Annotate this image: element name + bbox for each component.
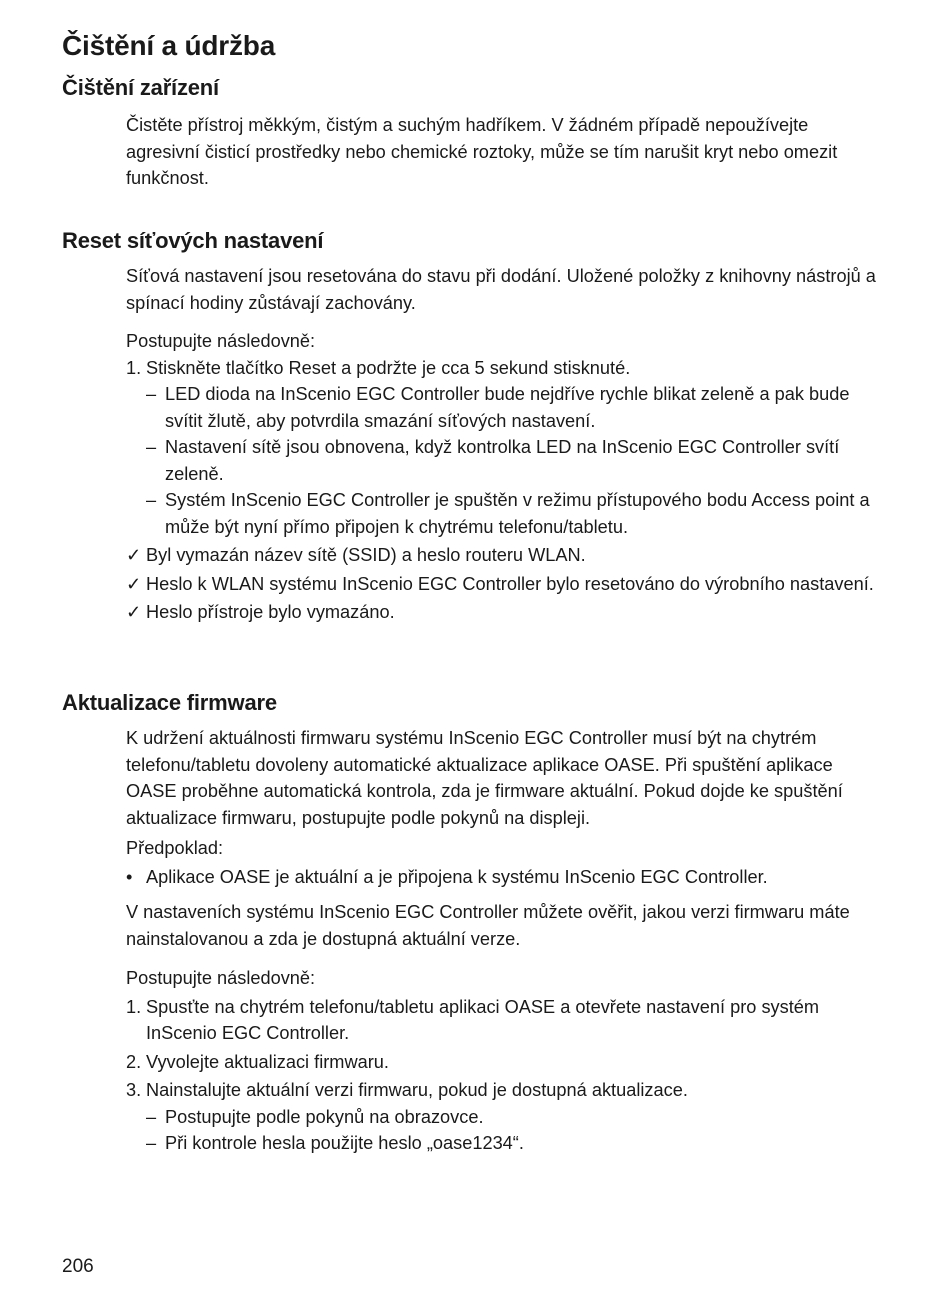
- bullet-marker: •: [126, 866, 133, 887]
- dash-marker: –: [146, 490, 157, 510]
- firmware-paragraph-2: V nastaveních systému InScenio EGC Controller můžete ověřit, jakou verzi firmwaru máte nainstalovanou a zda je dostupná aktuální verze.: [126, 902, 850, 949]
- cleaning-paragraph: Čistěte přístroj měkkým, čistým a suchým hadříkem. V žádném případě nepoužívejte agresivní čisticí prostředky nebo chemické roztoky, může se tím narušit kryt nebo omezit funkčnost.: [126, 115, 838, 188]
- page-title: Čištění a údržba: [62, 30, 276, 61]
- reset-intro: Postupujte následovně:: [126, 331, 316, 351]
- step-text: Stiskněte tlačítko Reset a podržte je cca 5 sekund stisknuté.: [146, 357, 631, 378]
- firmware-step-2: [126, 1049, 886, 1076]
- substep-text: Systém InScenio EGC Controller je spuštěn v režimu přístupového bodu Access point a může být nyní přímo připojen k chytrému telefonu/tabletu.: [165, 490, 870, 537]
- prerequisite-text: Aplikace OASE je aktuální a je připojena k systému InScenio EGC Controller.: [146, 866, 768, 887]
- reset-heading: Reset síťových nastavení: [62, 228, 324, 253]
- reset-result-1: [126, 542, 886, 569]
- substep-text: Postupujte podle pokynů na obrazovce.: [165, 1106, 484, 1127]
- result-text: Byl vymazán název sítě (SSID) a heslo routeru WLAN.: [146, 545, 586, 565]
- substep-text: Při kontrole hesla použijte heslo „oase1234“.: [165, 1133, 524, 1153]
- substep-text: Nastavení sítě jsou obnovena, když kontrolka LED na InScenio EGC Controller svítí zeleně.: [165, 437, 840, 484]
- result-text: Heslo k WLAN systému InScenio EGC Controller bylo resetováno do výrobního nastavení.: [146, 573, 874, 594]
- firmware-step-3: [126, 1077, 886, 1104]
- dash-marker: –: [146, 437, 157, 457]
- dash-marker: –: [146, 1133, 157, 1153]
- firmware-step-1: [126, 994, 886, 1047]
- firmware-paragraph: K udržení aktuálnosti firmwaru systému InScenio EGC Controller musí být na chytrém telefonu/tabletu dovoleny automatické aktualizace aplikace OASE. Při spuštění aplikace OASE proběhne automatická kontrola, zda je firmware aktuální. Pokud dojde ke spuštění aktualizace firmwaru, postupujte podle pokynů na displeji.: [126, 728, 843, 828]
- substep-text: LED dioda na InScenio EGC Controller bude nejdříve rychle blikat zeleně a pak bude svítit žlutě, aby potvrdila smazání síťových nastavení.: [165, 384, 850, 431]
- firmware-substep-1: [146, 1104, 886, 1131]
- step-text: Spusťte na chytrém telefonu/tabletu aplikaci OASE a otevřete nastavení pro systém InScenio EGC Controller.: [146, 996, 820, 1043]
- step-text: Vyvolejte aktualizaci firmwaru.: [146, 1051, 389, 1072]
- reset-substep-2: [146, 434, 886, 487]
- checkmark-icon: ✓: [126, 573, 142, 594]
- step-number: 2.: [126, 1051, 142, 1072]
- firmware-intro: Postupujte následovně:: [126, 968, 316, 988]
- cleaning-section: [126, 112, 886, 192]
- checkmark-icon: ✓: [126, 545, 142, 565]
- dash-marker: –: [146, 1106, 157, 1127]
- cleaning-heading: Čištění zařízení: [62, 75, 219, 100]
- step-number: 1.: [126, 996, 142, 1017]
- reset-substep-1: [146, 381, 886, 434]
- result-text: Heslo přístroje bylo vymazáno.: [146, 602, 395, 622]
- firmware-section: [126, 725, 886, 1157]
- dash-marker: –: [146, 384, 157, 404]
- reset-result-2: [126, 571, 886, 598]
- reset-substep-3: [146, 487, 886, 540]
- reset-result-3: [126, 599, 886, 626]
- reset-paragraph: Síťová nastavení jsou resetována do stavu při dodání. Uložené položky z knihovny nástrojů a spínací hodiny zůstávají zachovány.: [126, 266, 876, 313]
- prerequisite-item: [126, 864, 886, 891]
- step-text: Nainstalujte aktuální verzi firmwaru, pokud je dostupná aktualizace.: [146, 1080, 688, 1100]
- reset-section: [126, 263, 886, 626]
- step-number: 3.: [126, 1080, 142, 1100]
- firmware-substep-2: [146, 1130, 886, 1157]
- reset-step-1: [126, 355, 886, 382]
- prerequisite-label: Předpoklad:: [126, 838, 224, 858]
- firmware-heading: Aktualizace firmware: [62, 690, 277, 715]
- page-number: 206: [62, 1256, 94, 1277]
- step-number: 1.: [126, 357, 142, 378]
- checkmark-icon: ✓: [126, 602, 142, 622]
